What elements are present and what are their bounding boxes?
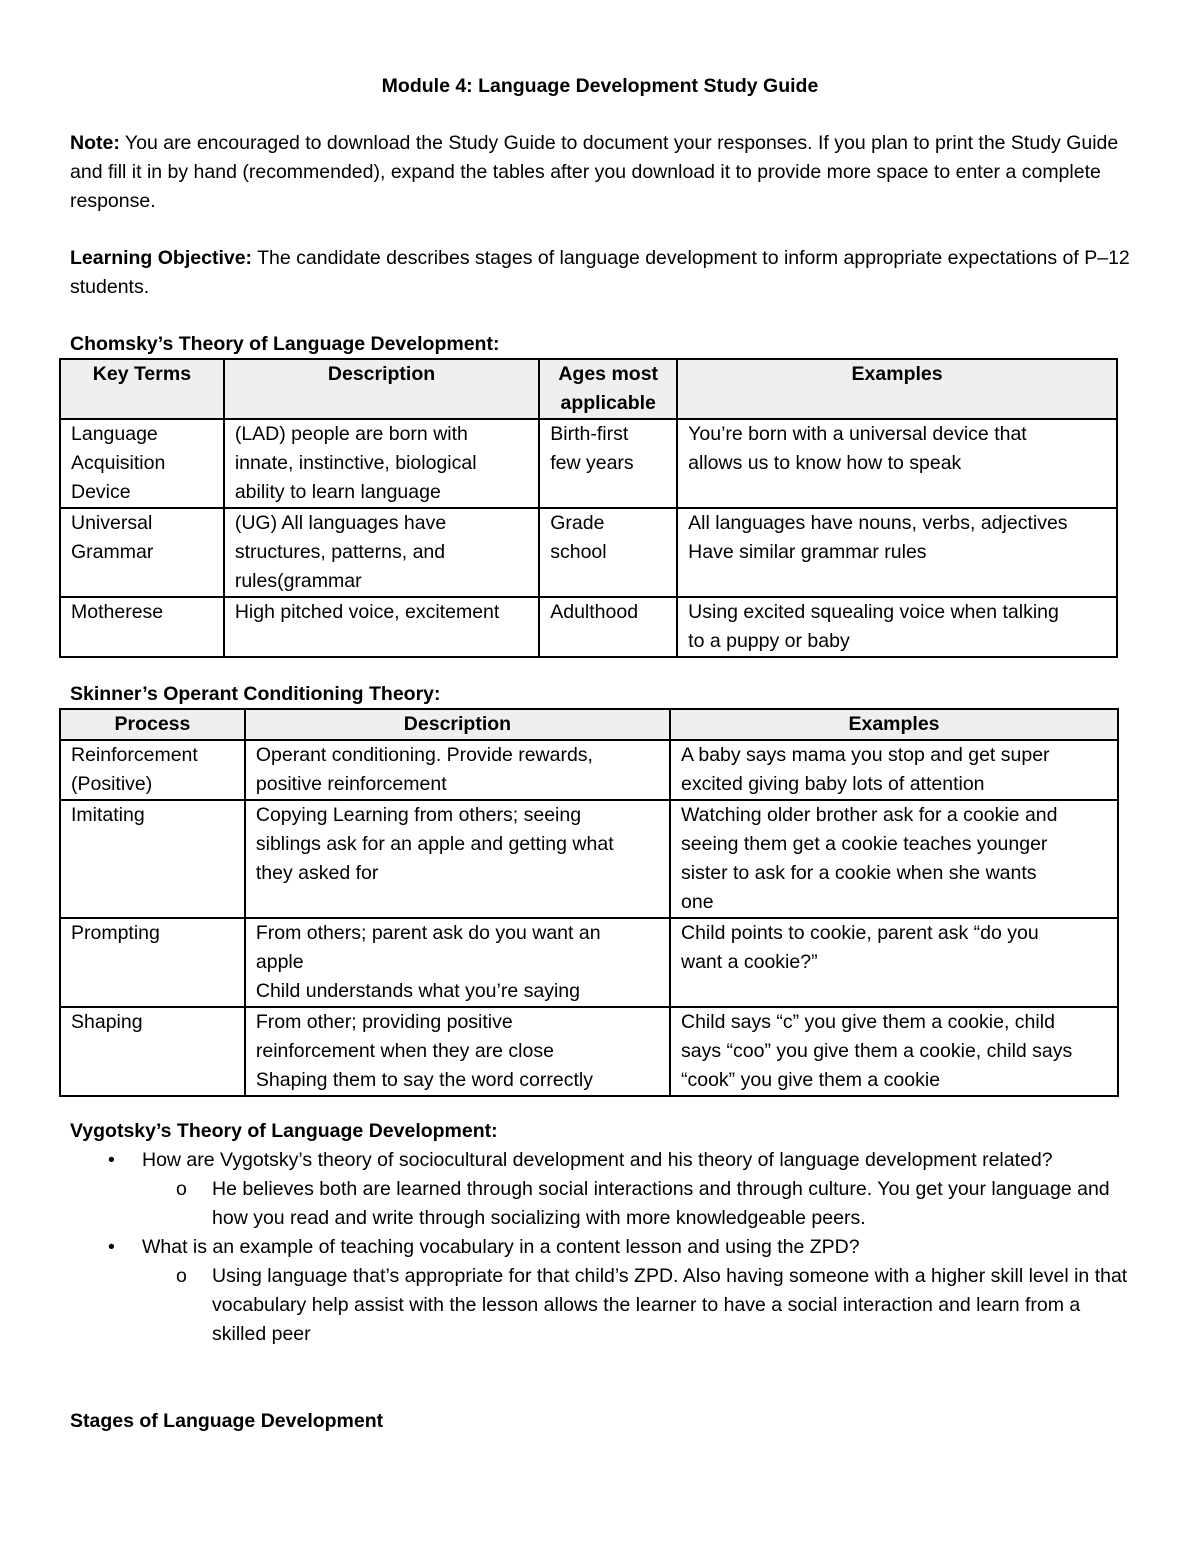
vygotsky-heading: Vygotsky’s Theory of Language Development: <box>70 1120 498 1142</box>
table-cell: Shaping <box>60 1007 245 1096</box>
vygotsky-list <box>0 1146 1200 1349</box>
chomsky-table <box>59 358 1118 658</box>
sub-bullet-icon: o <box>176 1178 187 1200</box>
table-row <box>60 740 1118 800</box>
skinner-heading: Skinner’s Operant Conditioning Theory: <box>70 683 441 705</box>
table-cell: Motherese <box>60 597 224 657</box>
table-cell: From other; providing positive reinforcement when they are close Shaping them to say the word correctly <box>245 1007 670 1096</box>
chomsky-heading: Chomsky’s Theory of Language Development: <box>70 333 500 355</box>
table-cell: (UG) All languages have structures, patterns, and rules(grammar <box>224 508 539 597</box>
table-cell: Imitating <box>60 800 245 918</box>
table-cell: High pitched voice, excitement <box>224 597 539 657</box>
table-cell: Child points to cookie, parent ask “do you want a cookie?” <box>670 918 1118 1007</box>
note-paragraph <box>70 129 1130 216</box>
table-row <box>60 508 1117 597</box>
note-label: Note: <box>70 132 120 154</box>
list-item <box>0 1262 1132 1349</box>
table-cell: Using excited squealing voice when talking to a puppy or baby <box>677 597 1117 657</box>
table-cell: Copying Learning from others; seeing siblings ask for an apple and getting what they asked for <box>245 800 670 918</box>
sub-bullet-icon: o <box>176 1265 187 1287</box>
table-cell: You’re born with a universal device that allows us to know how to speak <box>677 419 1117 508</box>
note-text: You are encouraged to download the Study Guide to document your responses. If you plan to print the Study Guide and fill it in by hand (recommended), expand the tables after you download it to provide more space to enter a complete response. <box>70 132 1119 212</box>
bullet-icon: • <box>108 1236 115 1258</box>
table-cell: (LAD) people are born with innate, instinctive, biological ability to learn language <box>224 419 539 508</box>
objective-label: Learning Objective: <box>70 247 253 269</box>
table-row <box>60 597 1117 657</box>
column-header: Examples <box>677 359 1117 419</box>
answer-text: Using language that’s appropriate for that child’s ZPD. Also having someone with a higher skill level in that vocabulary help assist with the lesson allows the learner to have a social interaction and learn from a skilled peer <box>212 1265 1128 1345</box>
table-row <box>60 918 1118 1007</box>
column-header: Examples <box>670 709 1118 740</box>
column-header: Process <box>60 709 245 740</box>
table-row <box>60 419 1117 508</box>
column-header: Description <box>245 709 670 740</box>
table-row <box>60 1007 1118 1096</box>
question-text: What is an example of teaching vocabulary in a content lesson and using the ZPD? <box>142 1236 860 1258</box>
table-cell: Prompting <box>60 918 245 1007</box>
table-cell: All languages have nouns, verbs, adjectives Have similar grammar rules <box>677 508 1117 597</box>
column-header: Description <box>224 359 539 419</box>
list-item <box>0 1146 1082 1175</box>
table-cell: Grade school <box>539 508 677 597</box>
bullet-icon: • <box>108 1149 115 1171</box>
table-cell: Birth-first few years <box>539 419 677 508</box>
table-cell: Operant conditioning. Provide rewards, positive reinforcement <box>245 740 670 800</box>
answer-text: He believes both are learned through social interactions and through culture. You get your language and how you read and write through socializing with more knowledgeable peers. <box>212 1178 1110 1229</box>
question-text: How are Vygotsky’s theory of sociocultural development and his theory of language development related? <box>142 1149 1053 1171</box>
table-cell: Watching older brother ask for a cookie and seeing them get a cookie teaches younger sister to ask for a cookie when she wants one <box>670 800 1118 918</box>
table-row <box>60 800 1118 918</box>
column-header: Key Terms <box>60 359 224 419</box>
table-header-row <box>60 359 1117 419</box>
table-cell: A baby says mama you stop and get super excited giving baby lots of attention <box>670 740 1118 800</box>
table-cell: From others; parent ask do you want an apple Child understands what you’re saying <box>245 918 670 1007</box>
list-item <box>0 1233 1082 1262</box>
stages-heading: Stages of Language Development <box>70 1410 384 1432</box>
table-cell: Adulthood <box>539 597 677 657</box>
table-cell: Child says “c” you give them a cookie, child says “coo” you give them a cookie, child says “cook” you give them a cookie <box>670 1007 1118 1096</box>
table-header-row <box>60 709 1118 740</box>
column-header: Ages most applicable <box>539 359 677 419</box>
skinner-table <box>59 708 1119 1097</box>
objective-text: The candidate describes stages of language development to inform appropriate expectations of P–12 students. <box>70 247 1130 298</box>
table-cell: Reinforcement (Positive) <box>60 740 245 800</box>
table-cell: Universal Grammar <box>60 508 224 597</box>
list-item <box>0 1175 1132 1233</box>
page-title: Module 4: Language Development Study Guide <box>381 75 819 97</box>
table-cell: Language Acquisition Device <box>60 419 224 508</box>
learning-objective <box>70 244 1130 302</box>
